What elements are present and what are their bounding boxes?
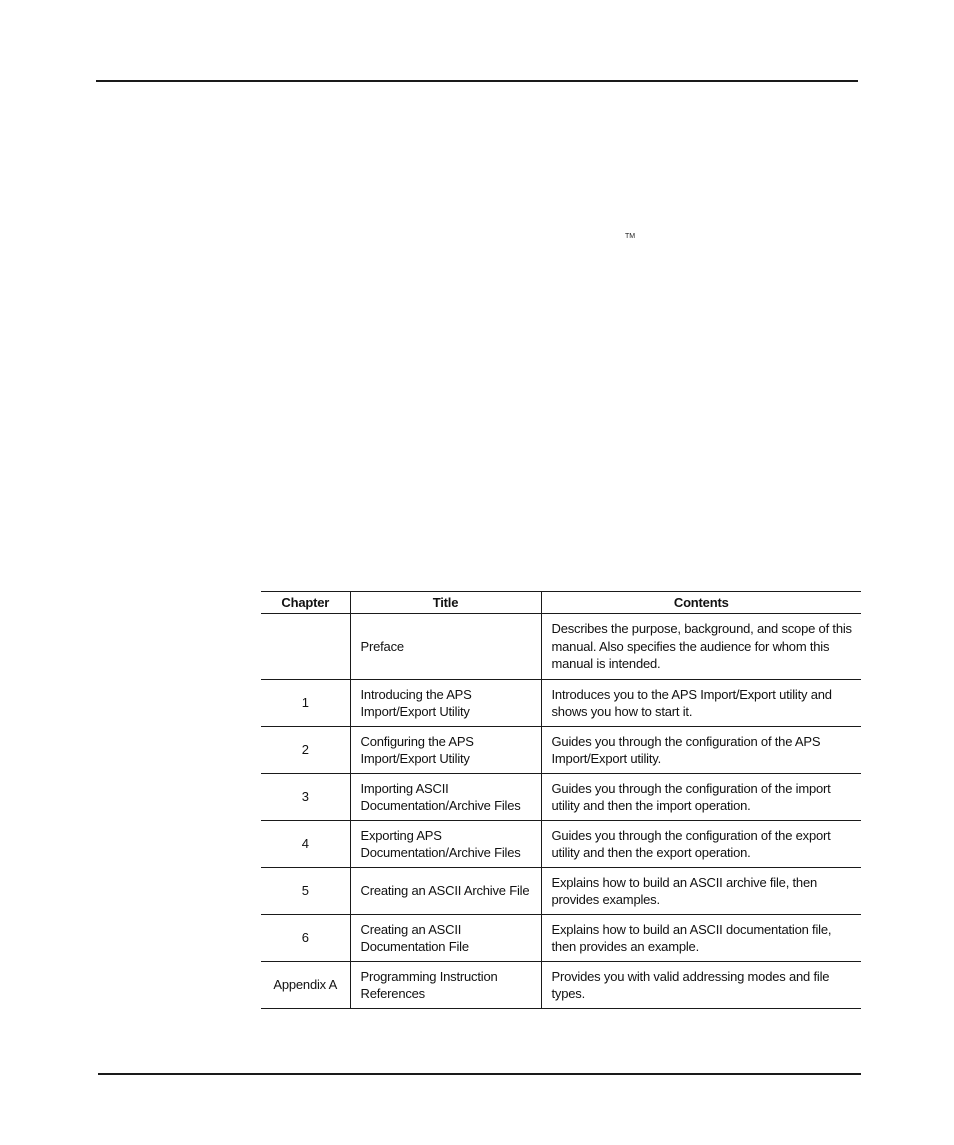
title-cell: Programming Instruction References: [350, 962, 541, 1009]
footer-rule: [98, 1073, 861, 1075]
chapter-cell: Appendix A: [261, 962, 350, 1009]
chapter-cell: 5: [261, 868, 350, 915]
column-header-chapter: Chapter: [261, 592, 350, 614]
contents-cell: Explains how to build an ASCII archive file, then provides examples.: [541, 868, 861, 915]
table-row: [261, 774, 861, 821]
contents-cell: Provides you with valid addressing modes and file types.: [541, 962, 861, 1009]
title-cell: Preface: [350, 614, 541, 680]
table-row: [261, 821, 861, 868]
column-header-title: Title: [350, 592, 541, 614]
title-cell: Creating an ASCII Documentation File: [350, 915, 541, 962]
chapter-contents-table: [261, 591, 861, 1009]
table-row: [261, 727, 861, 774]
title-cell: Configuring the APS Import/Export Utility: [350, 727, 541, 774]
contents-cell: Describes the purpose, background, and scope of this manual. Also specifies the audience for whom this manual is intended.: [541, 614, 861, 680]
table-row: [261, 962, 861, 1009]
contents-cell: Guides you through the configuration of the import utility and then the import operation.: [541, 774, 861, 821]
table-row: [261, 868, 861, 915]
column-header-contents: Contents: [541, 592, 861, 614]
table-row: [261, 614, 861, 680]
header-rule: [96, 80, 858, 82]
chapter-cell: 3: [261, 774, 350, 821]
contents-cell: Introduces you to the APS Import/Export utility and shows you how to start it.: [541, 680, 861, 727]
contents-cell: Guides you through the configuration of the export utility and then the export operation.: [541, 821, 861, 868]
contents-cell: Explains how to build an ASCII documentation file, then provides an example.: [541, 915, 861, 962]
table-row: [261, 680, 861, 727]
chapter-cell: 6: [261, 915, 350, 962]
title-cell: Exporting APS Documentation/Archive Files: [350, 821, 541, 868]
chapter-cell: 2: [261, 727, 350, 774]
contents-cell: Guides you through the configuration of the APS Import/Export utility.: [541, 727, 861, 774]
trademark-mark: TM: [625, 233, 636, 240]
chapter-cell: [261, 614, 350, 680]
chapter-cell: 4: [261, 821, 350, 868]
chapter-cell: 1: [261, 680, 350, 727]
title-cell: Importing ASCII Documentation/Archive Files: [350, 774, 541, 821]
title-cell: Introducing the APS Import/Export Utility: [350, 680, 541, 727]
table-header-row: [261, 592, 861, 614]
table-row: [261, 915, 861, 962]
title-cell: Creating an ASCII Archive File: [350, 868, 541, 915]
